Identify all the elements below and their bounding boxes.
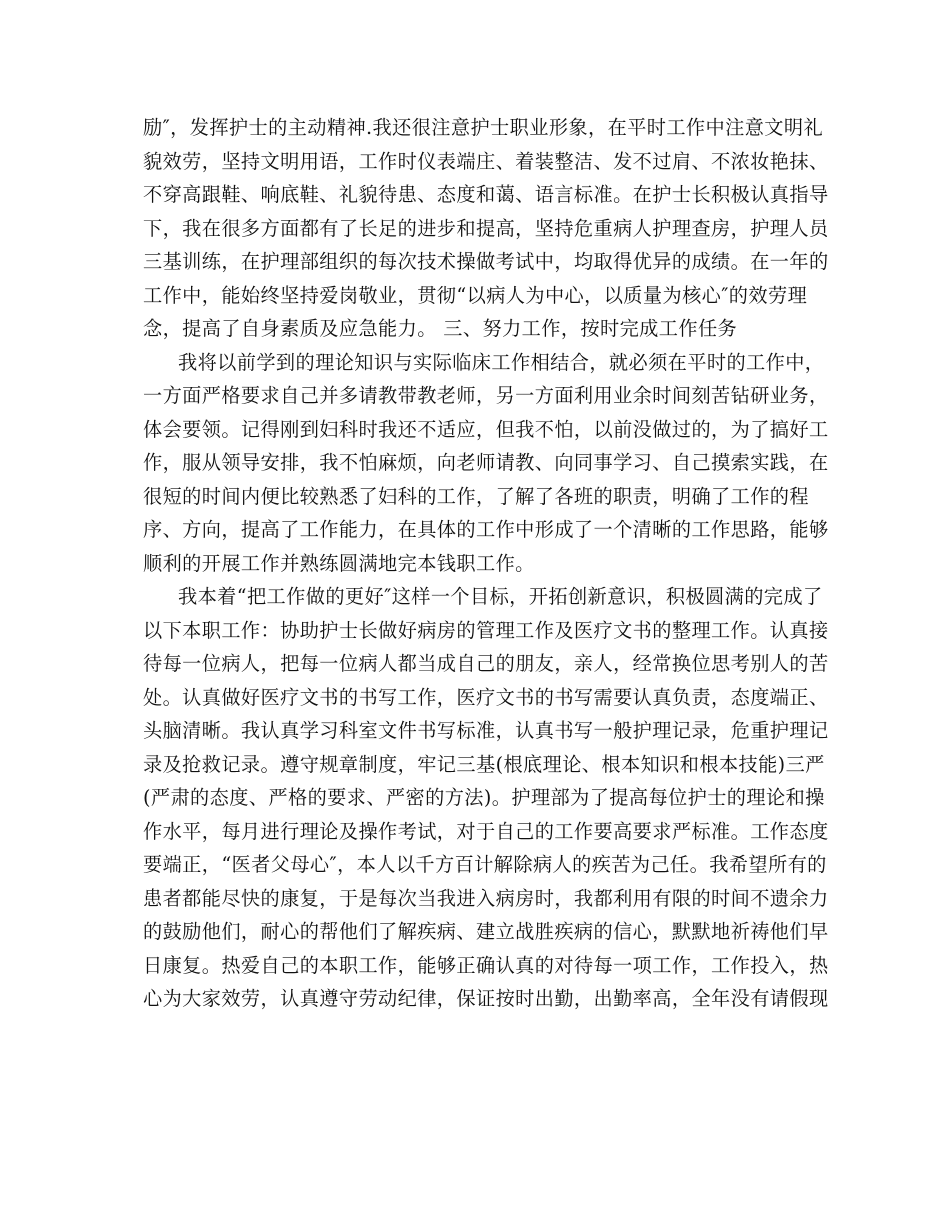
text-line: 录及抢救记录。遵守规章制度，牢记三基(根底理论、根本知识和根本技能)三严 <box>143 752 825 776</box>
text-line: 三基训练，在护理部组织的每次技术操做考试中，均取得优异的成绩。在一年的 <box>143 250 829 273</box>
text-line: 工作中，能始终坚持爱岗敬业，贯彻“以病人为中心，以质量为核心″的效劳理 <box>143 283 808 307</box>
text-line: 貌效劳，坚持文明用语，工作时仪表端庄、着装整洁、发不过肩、不浓妆艳抹、 <box>143 149 829 173</box>
text-line: 心为大家效劳，认真遵守劳动纪律，保证按时出勤，出勤率高，全年没有请假现 <box>143 987 829 1010</box>
text-line: 体会要领。记得刚到妇科时我还不适应，但我不怕，以前没做过的，为了搞好工 <box>143 417 829 441</box>
text-line: 作，服从领导安排，我不怕麻烦，向老师请教、向同事学习、自己摸索实践，在 <box>143 451 829 474</box>
text-line: 念，提高了自身素质及应急能力。 三、努力工作，按时完成工作任务 <box>143 317 738 340</box>
text-line: 不穿高跟鞋、响底鞋、礼貌待患、态度和蔼、语言标准。在护士长积极认真指导 <box>143 183 829 206</box>
text-line: 待每一位病人，把每一位病人都当成自己的朋友，亲人，经常换位思考别人的苦 <box>143 652 829 675</box>
body-text <box>143 111 829 1016</box>
text-line: 我本着“把工作做的更好″这样一个目标，开拓创新意识，积极圆满的完成了 <box>178 585 823 608</box>
text-line: 作水平，每月进行理论及操作考试，对于自己的工作要高要求严标准。工作态度 <box>143 819 829 843</box>
text-line: 处。认真做好医疗文书的书写工作，医疗文书的书写需要认真负责，态度端正、 <box>143 685 829 709</box>
text-line: 顺利的开展工作并熟练圆满地完本钱职工作。 <box>143 551 535 575</box>
text-line: 励″，发挥护士的主动精神.我还很注意护士职业形象，在平时工作中注意文明礼 <box>143 116 824 139</box>
text-line: 下，我在很多方面都有了长足的进步和提高，坚持危重病人护理查房，护理人员 <box>143 216 829 240</box>
text-line: 要端正，“医者父母心″，本人以千方百计解除病人的疾苦为己任。我希望所有的 <box>143 853 827 876</box>
text-line: 我将以前学到的理论知识与实际临床工作相结合，就必须在平时的工作中， <box>178 350 825 374</box>
text-line: 一方面严格要求自己并多请教带教老师，另一方面利用业余时间刻苦钻研业务， <box>143 384 829 407</box>
text-line: 序、方向，提高了工作能力，在具体的工作中形成了一个清晰的工作思路，能够 <box>143 518 829 541</box>
text-line: 头脑清晰。我认真学习科室文件书写标准，认真书写一般护理记录，危重护理记 <box>143 719 829 742</box>
text-line: 日康复。热爱自己的本职工作，能够正确认真的对待每一项工作，工作投入，热 <box>143 953 829 977</box>
text-line: 的鼓励他们，耐心的帮他们了解疾病、建立战胜疾病的信心，默默地祈祷他们早 <box>143 920 829 943</box>
text-line: (严肃的态度、严格的要求、严密的方法)。护理部为了提高每位护士的理论和操 <box>143 786 825 809</box>
text-line: 患者都能尽快的康复，于是每次当我进入病房时，我都利用有限的时间不遗余力 <box>143 886 829 910</box>
text-line: 很短的时间内便比较熟悉了妇科的工作，了解了各班的职责，明确了工作的程 <box>143 484 809 508</box>
text-line: 以下本职工作：协助护士长做好病房的管理工作及医疗文书的整理工作。认真接 <box>143 618 829 642</box>
